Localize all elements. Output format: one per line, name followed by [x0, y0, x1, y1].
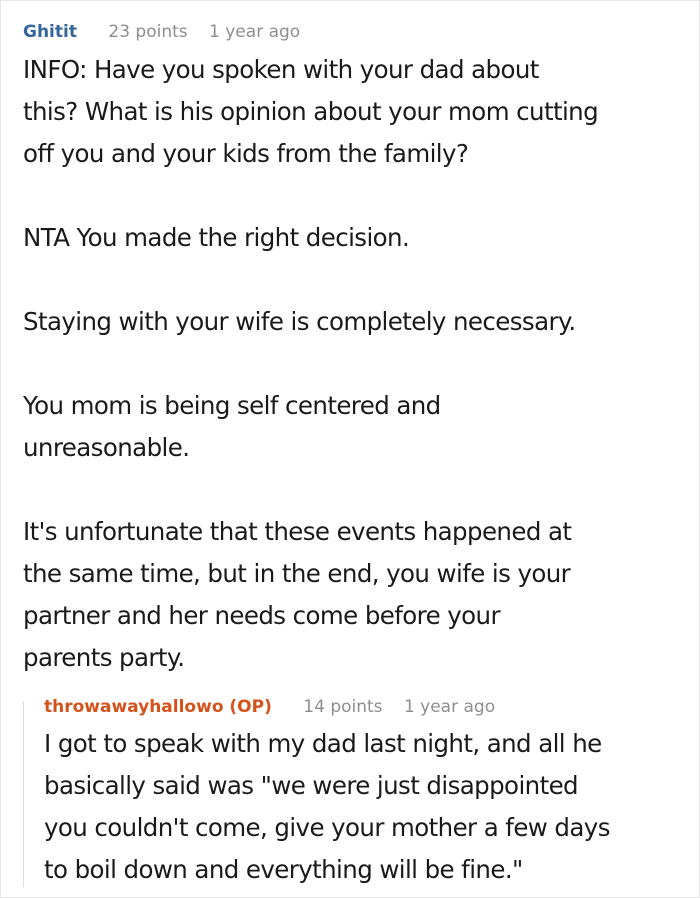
comment-body [23, 49, 693, 679]
comment-timestamp[interactable]: 1 year ago [209, 22, 301, 42]
comment-line: off you and your kids from the family? [23, 139, 469, 168]
comment-line: INFO: Have you spoken with your dad about [23, 55, 539, 84]
paragraph-gap [23, 259, 693, 301]
paragraph-gap [23, 175, 693, 217]
comment-line: Staying with your wife is completely necessary. [23, 307, 576, 336]
comment-line: this? What is his opinion about your mom cutting [23, 97, 599, 126]
comment-line: the same time, but in the end, you wife is your [23, 559, 571, 588]
comment-line: NTA You made the right decision. [23, 223, 410, 252]
reply-thread-line[interactable] [23, 701, 24, 887]
reply-line: I got to speak with my dad last night, and all he [44, 729, 602, 758]
reply-header [44, 697, 495, 717]
comment-line: It's unfortunate that these events happened at [23, 517, 572, 546]
reply-line: you couldn't come, give your mother a few days [44, 813, 610, 842]
paragraph-gap [23, 343, 693, 385]
reply-author-link[interactable]: throwawayhallowo (OP) [44, 697, 272, 717]
comment-line: You mom is being self centered and [23, 391, 441, 420]
reply-timestamp[interactable]: 1 year ago [403, 697, 496, 717]
reply-line: to boil down and everything will be fine." [44, 855, 523, 884]
reply-points: 14 points [303, 697, 383, 717]
reply-line: basically said was "we were just disappointed [44, 771, 579, 800]
comment-line: unreasonable. [23, 433, 190, 462]
comment-line: partner and her needs come before your [23, 601, 500, 630]
comment-author-link[interactable]: Ghitit [23, 22, 77, 42]
paragraph-gap [23, 469, 693, 511]
comment-header [23, 22, 300, 42]
comment-line: parents party. [23, 643, 185, 672]
reply-body [44, 723, 694, 891]
comment-points: 23 points [108, 22, 188, 42]
